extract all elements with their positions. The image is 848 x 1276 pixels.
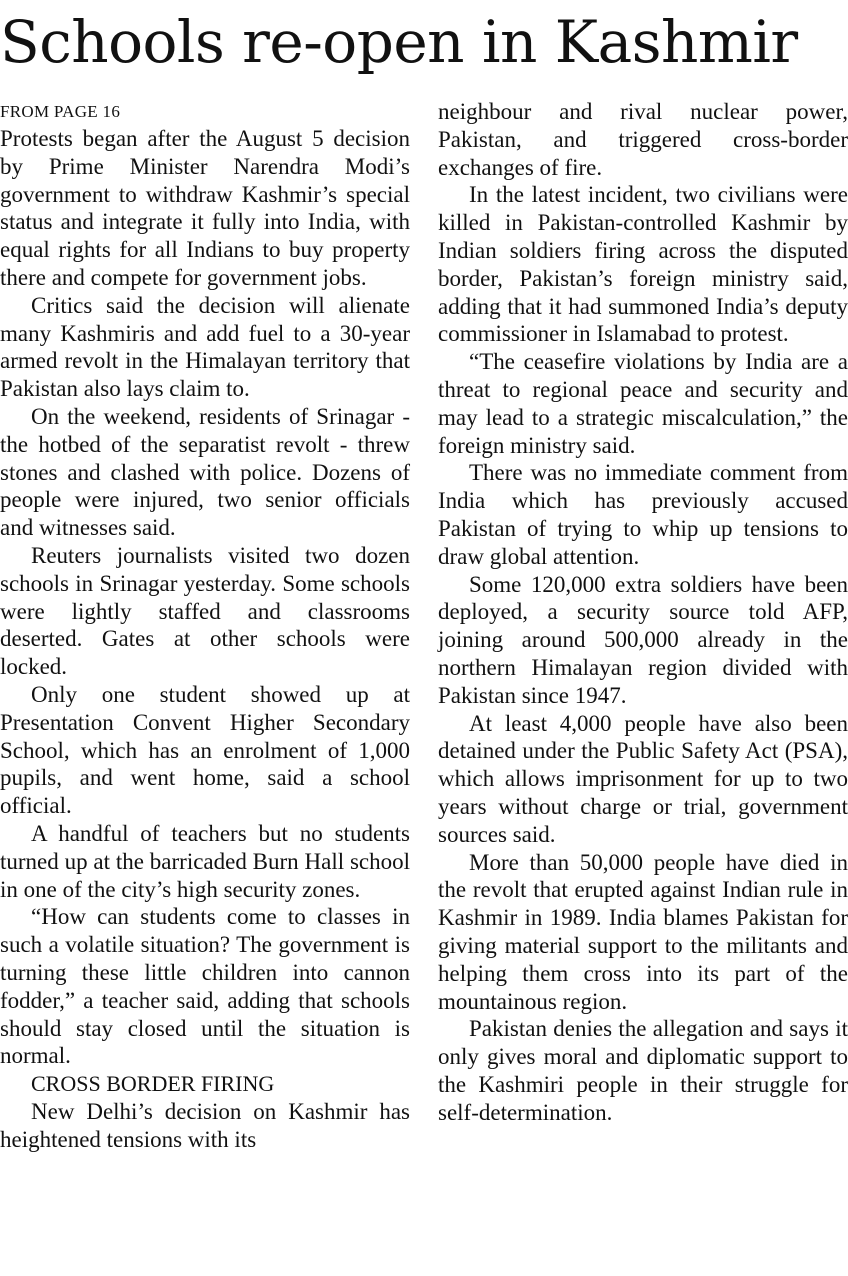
- headline: Schools re-open in Kashmir: [0, 8, 798, 76]
- paragraph: There was no immediate comment from India which has previously accused Pakistan of trying to whip up tensions to draw global attention.: [438, 460, 848, 569]
- paragraph: Only one student showed up at Presentation Convent Higher Secondary School, which has an enrolment of 1,000 pupils, and went home, said a school official.: [0, 681, 410, 819]
- paragraph: A handful of teachers but no students turned up at the barricaded Burn Hall school in one of the city’s high security zones.: [0, 820, 410, 902]
- jump-line: FROM PAGE 16: [0, 102, 121, 121]
- paragraph: Pakistan denies the allegation and says it only gives moral and diplomatic support to the Kashmiri people in their struggle for self-determination.: [438, 1016, 848, 1125]
- paragraph: Critics said the decision will alienate many Kashmiris and add fuel to a 30-year armed revolt in the Himalayan territory that Pakistan also lays claim to.: [0, 292, 410, 402]
- paragraph-continuation: neighbour and rival nuclear power, Pakistan, and triggered cross-border exchanges of fire.: [438, 99, 848, 180]
- paragraph: In the latest incident, two civilians were killed in Pakistan-controlled Kashmir by Indian soldiers firing across the disputed border, Pakistan’s foreign ministry said, adding that it had summoned India’s deputy commissioner in Islamabad to protest.: [438, 182, 848, 347]
- article-column-right: [438, 98, 848, 1126]
- paragraph: More than 50,000 people have died in the revolt that erupted against Indian rule in Kashmir in 1989. India blames Pakistan for giving material support to the militants and helping them cross into its part of the mountainous region.: [438, 849, 848, 1014]
- paragraph: “The ceasefire violations by India are a threat to regional peace and security and may lead to a strategic miscalculation,” the foreign ministry said.: [438, 349, 848, 458]
- paragraph: “How can students come to classes in such a volatile situation? The government is turning these little children into cannon fodder,” a teacher said, adding that schools should stay closed until the situation is normal.: [0, 904, 410, 1069]
- paragraph: Protests began after the August 5 decision by Prime Minister Narendra Modi’s government to withdraw Kashmir’s special status and integrate it fully into India, with equal rights for all Indians to buy property there and compete for government jobs.: [0, 126, 410, 290]
- subhead: CROSS BORDER FIRING: [31, 1071, 275, 1097]
- paragraph: Some 120,000 extra soldiers have been deployed, a security source told AFP, joining around 500,000 already in the northern Himalayan region divided with Pakistan since 1947.: [438, 571, 848, 708]
- paragraph: On the weekend, residents of Srinagar - the hotbed of the separatist revolt - threw stones and clashed with police. Dozens of people were injured, two senior officials and witnesses said.: [0, 403, 410, 541]
- paragraph: At least 4,000 people have also been detained under the Public Safety Act (PSA), which allows imprisonment for up to two years without charge or trial, government sources said.: [438, 710, 848, 847]
- paragraph: Reuters journalists visited two dozen schools in Srinagar yesterday. Some schools were lightly staffed and classrooms deserted. Gates at other schools were locked.: [0, 542, 410, 680]
- article-column-left: [0, 98, 410, 1153]
- paragraph: New Delhi’s decision on Kashmir has heightened tensions with its: [0, 1098, 410, 1152]
